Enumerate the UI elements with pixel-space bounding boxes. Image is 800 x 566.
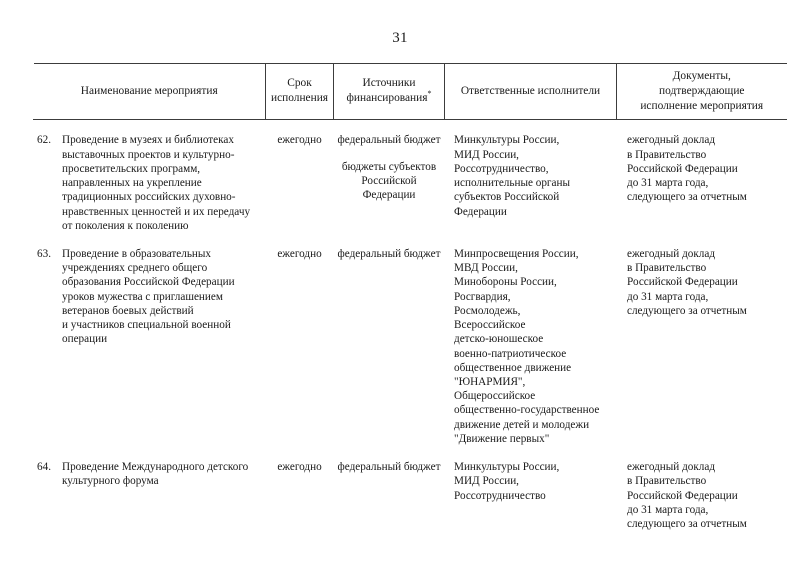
text-line: Минобороны России,	[454, 276, 557, 289]
text-line: ежегодный доклад	[627, 461, 716, 474]
column-header-term-line-1: Срок	[287, 77, 312, 90]
text-line: детско-юношеское	[454, 333, 544, 346]
text-line: Российской	[361, 174, 417, 187]
row-measure-name	[58, 235, 266, 448]
row-number: 64.	[37, 461, 51, 474]
column-header-documents	[617, 64, 787, 120]
text-line: направленных на укрепление	[62, 177, 202, 190]
text-line: Росмолодежь,	[454, 304, 521, 317]
text-line: "Движение первых"	[454, 432, 550, 445]
text-line: военно-патриотическое	[454, 347, 567, 360]
text-line: общественное движение	[454, 361, 572, 374]
text-line: операции	[62, 333, 108, 346]
text-line: выставочных проектов и культурно-	[62, 148, 235, 161]
text-line: до 31 марта года,	[627, 503, 709, 516]
column-header-name-line-1: Наименование мероприятия	[80, 84, 218, 97]
text-line: Минкультуры России,	[454, 461, 560, 474]
table-body	[34, 120, 787, 533]
text-line: нравственных ценностей и их передачу	[62, 205, 251, 218]
column-header-documents-line-1: Документы,	[672, 70, 731, 82]
text-line: Российской Федерации	[627, 489, 738, 502]
row-funding-source	[334, 235, 445, 448]
text-line: в Правительство	[627, 475, 707, 488]
page-number: 31	[392, 30, 408, 46]
row-term	[266, 120, 334, 235]
row-documents	[617, 448, 787, 533]
spacer	[337, 148, 441, 160]
measures-table	[33, 63, 787, 533]
text-line: Российской Федерации	[627, 276, 738, 289]
text-line: МВД России,	[454, 262, 518, 275]
text-line: движение детей и молодежи	[454, 418, 590, 431]
column-header-source	[334, 64, 445, 120]
text-line: традиционных российских духовно-	[62, 191, 236, 204]
column-header-documents-line-2: подтверждающие	[659, 84, 745, 97]
text-line: ежегодно	[277, 248, 322, 261]
text-line: следующего за отчетным	[627, 517, 747, 530]
text-line: просветительских программ,	[62, 162, 201, 175]
text-line: Российской Федерации	[627, 162, 738, 175]
table-header	[34, 64, 787, 120]
text-line: Всероссийское	[454, 319, 526, 332]
text-line: Россотрудничество	[454, 489, 546, 502]
row-responsible	[445, 120, 617, 235]
text-line: МИД России,	[454, 475, 519, 488]
column-header-documents-line-3: исполнение мероприятия	[640, 99, 764, 112]
column-header-source-line-2	[338, 91, 440, 106]
text-line: в Правительство	[627, 148, 707, 161]
text-line: до 31 марта года,	[627, 290, 709, 303]
column-header-term-line-2: исполнения	[270, 92, 329, 105]
table-row	[34, 120, 787, 235]
text-line: федеральный бюджет	[337, 134, 441, 147]
text-line: от поколения к поколению	[62, 219, 189, 232]
column-header-source-line-1: Источники	[362, 77, 416, 90]
text-line: учреждениях среднего общего	[62, 262, 208, 275]
text-line: бюджеты субъектов	[341, 160, 437, 173]
text-line: Проведение Международного детского	[62, 461, 249, 474]
row-documents	[617, 235, 787, 448]
column-header-term	[266, 64, 334, 120]
text-line: и участников специальной военной	[62, 319, 231, 332]
row-responsible	[445, 235, 617, 448]
text-line: Росгвардия,	[454, 290, 511, 303]
text-line: исполнительные органы	[454, 177, 570, 190]
row-term	[266, 235, 334, 448]
row-funding-source	[334, 120, 445, 235]
text-line: Общероссийское	[454, 390, 536, 403]
text-line: образования Российской Федерации	[62, 276, 235, 289]
text-line: Федерации	[362, 189, 416, 202]
text-line: общественно-государственное	[454, 404, 600, 417]
text-line: ветеранов боевых действий	[62, 304, 194, 317]
table-row	[34, 448, 787, 533]
text-line: Проведение в образовательных	[62, 248, 212, 261]
row-documents	[617, 120, 787, 235]
text-line: следующего за отчетным	[627, 304, 747, 317]
text-line: до 31 марта года,	[627, 177, 709, 190]
row-term	[266, 448, 334, 533]
text-line: Проведение в музеях и библиотеках	[62, 134, 234, 147]
text-line: федеральный бюджет	[337, 461, 441, 474]
footnote-asterisk: *	[427, 89, 432, 99]
text-line: Минкультуры России,	[454, 134, 560, 147]
text-line: федеральный бюджет	[337, 248, 441, 261]
text-line: ежегодно	[277, 134, 322, 147]
column-header-name	[34, 64, 266, 120]
text-line: культурного форума	[62, 475, 159, 488]
text-line: субъектов Российской	[454, 191, 560, 204]
text-line: МИД России,	[454, 148, 519, 161]
text-line: Россотрудничество,	[454, 162, 549, 175]
column-header-responsible-line-1: Ответственные исполнители	[460, 84, 601, 97]
table-row	[34, 235, 787, 448]
row-number: 62.	[37, 134, 51, 147]
row-number: 63.	[37, 248, 51, 261]
text-line: уроков мужества с приглашением	[62, 290, 223, 303]
text-line: следующего за отчетным	[627, 191, 747, 204]
column-header-source-text: финансирования	[346, 92, 428, 105]
text-line: Минпросвещения России,	[454, 248, 579, 261]
table-header-row	[34, 64, 787, 120]
row-funding-source	[334, 448, 445, 533]
text-line: ежегодно	[277, 461, 322, 474]
row-responsible	[445, 448, 617, 533]
text-line: в Правительство	[627, 262, 707, 275]
row-measure-name	[58, 120, 266, 235]
text-line: ежегодный доклад	[627, 134, 716, 147]
text-line: Федерации	[454, 205, 507, 218]
row-measure-name	[58, 448, 266, 533]
text-line: "ЮНАРМИЯ",	[454, 375, 526, 388]
column-header-responsible	[445, 64, 617, 120]
text-line: ежегодный доклад	[627, 248, 716, 261]
